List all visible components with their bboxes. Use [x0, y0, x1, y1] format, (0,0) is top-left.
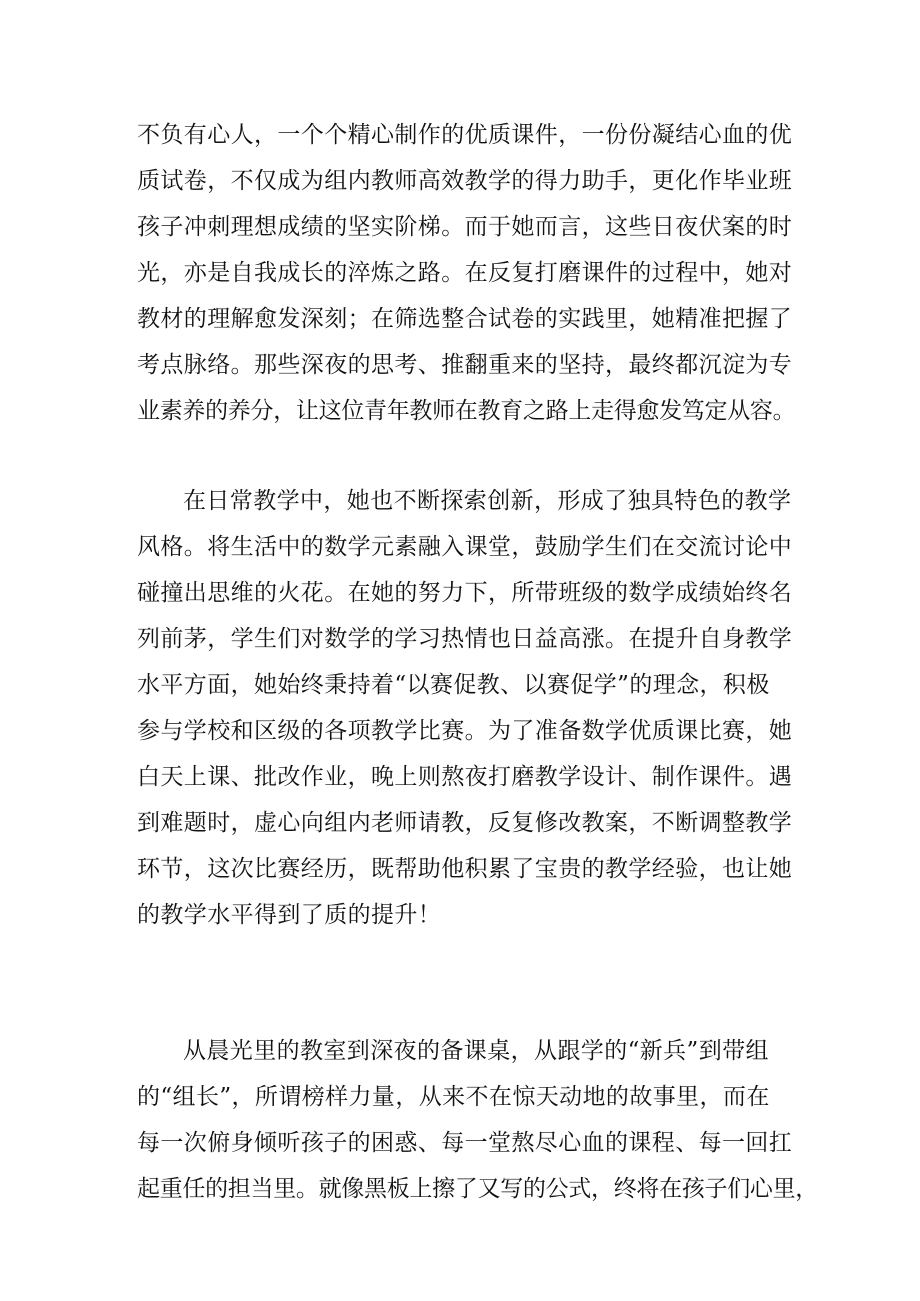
text-line: 从晨光里的教室到深夜的备课桌，从跟学的“新兵”到带组	[183, 1038, 769, 1064]
text-line: 的“组长”，所谓榜样力量，从来不在惊天动地的故事里，而在	[137, 1084, 770, 1110]
text-line: 的教学水平得到了质的提升！	[137, 902, 442, 928]
text-line: 起重任的担当里。就像黑板上擦了又写的公式，终将在孩子们心里，	[137, 1176, 819, 1202]
text-line: 光，亦是自我成长的淬炼之路。在反复打磨课件的过程中，她对	[137, 260, 793, 286]
text-line: 参与学校和区级的各项教学比赛。为了准备数学优质课比赛，她	[137, 718, 793, 744]
text-line: 孩子冲刺理想成绩的坚实阶梯。而于她而言，这些日夜伏案的时	[137, 214, 793, 240]
text-line: 每一次俯身倾听孩子的困惑、每一堂熬尽心血的课程、每一回扛	[137, 1130, 793, 1156]
text-line: 水平方面，她始终秉持着“以赛促教、以赛促学”的理念，积极	[137, 672, 770, 698]
text-line: 到难题时，虚心向组内老师请教，反复修改教案，不断调整教学	[137, 810, 793, 836]
paragraph-2	[137, 478, 797, 938]
text-line: 环节，这次比赛经历，既帮助他积累了宝贵的教学经验，也让她	[137, 856, 793, 882]
text-line: 在日常教学中，她也不断探索创新，形成了独具特色的教学	[183, 488, 792, 514]
text-line: 风格。将生活中的数学元素融入课堂，鼓励学生们在交流讨论中	[137, 534, 793, 560]
text-line: 教材的理解愈发深刻；在筛选整合试卷的实践里，她精准把握了	[137, 306, 793, 332]
text-line: 质试卷，不仅成为组内教师高效教学的得力助手，更化作毕业班	[137, 168, 793, 194]
text-line: 不负有心人，一个个精心制作的优质课件，一份份凝结心血的优	[137, 122, 793, 148]
text-line: 考点脉络。那些深夜的思考、推翻重来的坚持，最终都沉淀为专	[137, 352, 793, 378]
text-line: 碰撞出思维的火花。在她的努力下，所带班级的数学成绩始终名	[137, 580, 793, 606]
paragraph-3	[137, 1028, 819, 1212]
text-line: 白天上课、批改作业，晚上则熬夜打磨教学设计、制作课件。遇	[137, 764, 793, 790]
paragraph-1	[137, 112, 797, 434]
text-line: 业素养的养分，让这位青年教师在教育之路上走得愈发笃定从容。	[137, 398, 796, 424]
text-line: 列前茅，学生们对数学的学习热情也日益高涨。在提升自身教学	[137, 626, 793, 652]
